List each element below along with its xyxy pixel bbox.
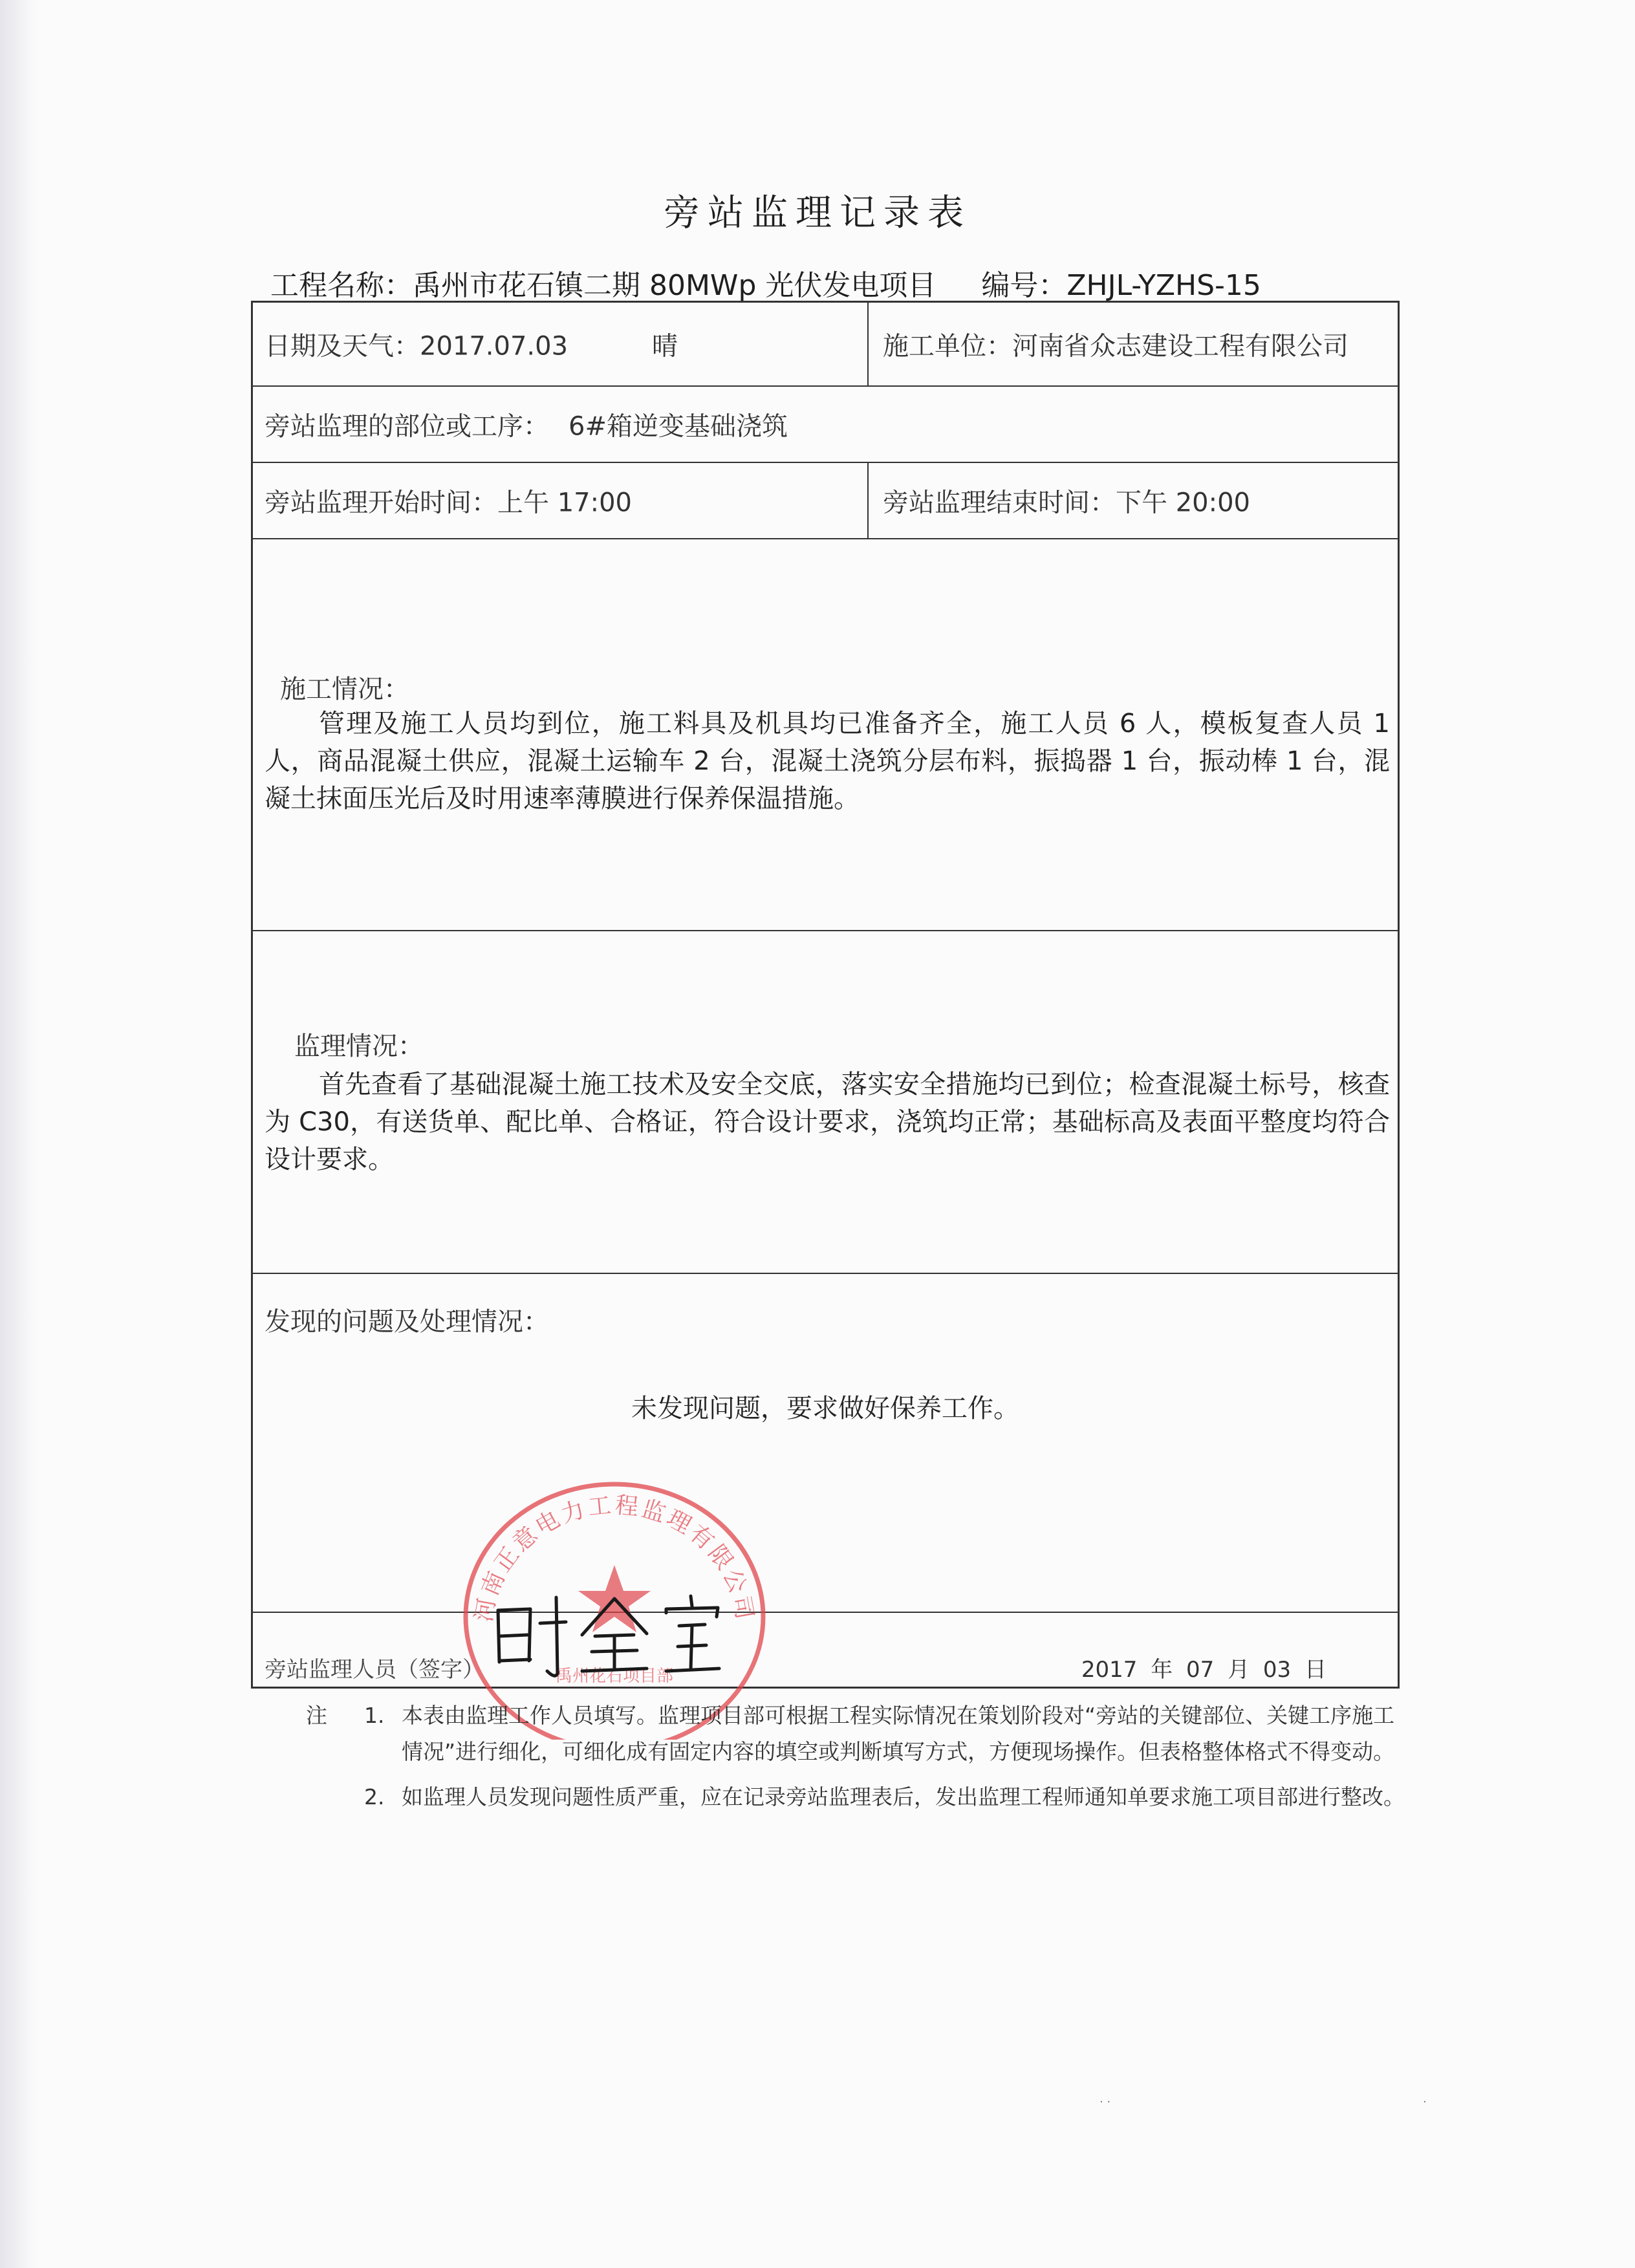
start-label: 旁站监理开始时间： (265, 488, 497, 518)
end-label: 旁站监理结束时间： (883, 488, 1116, 518)
supervision-section (253, 931, 1398, 1274)
code-label: 编号： (981, 269, 1067, 302)
note-mark: 注 (306, 1703, 327, 1728)
end-time-cell (869, 463, 1402, 538)
supervision-label: 监理情况： (294, 1031, 424, 1061)
record-form (251, 301, 1400, 1689)
note-item (306, 1698, 1409, 1770)
unit-cell (869, 303, 1402, 385)
date-value: 2017.07.03 (420, 331, 568, 362)
scan-speck: · · (1099, 2095, 1111, 2109)
scan-edge-shadow (0, 0, 39, 2268)
date-cell (253, 303, 869, 385)
start-value: 上午 17:00 (497, 488, 632, 518)
footnotes (306, 1698, 1409, 1815)
handwritten-signature (485, 1584, 731, 1681)
svg-text:河南正意电力工程监理有限公司: 河南正意电力工程监理有限公司 (470, 1492, 759, 1625)
scan-speck: · (1423, 2095, 1427, 2109)
code-value: ZHJL-YZHS-15 (1067, 269, 1261, 302)
weather-value: 晴 (652, 331, 678, 362)
part-label: 旁站监理的部位或工序： (265, 411, 549, 442)
end-value: 下午 20:00 (1116, 488, 1250, 518)
date-label: 日期及天气： (265, 331, 420, 362)
project-name: 禹州市花石镇二期 80MWp 光伏发电项目 (413, 269, 937, 302)
note-number: 1. (364, 1703, 385, 1728)
issues-section (253, 1274, 1398, 1613)
note-item (309, 1779, 1409, 1815)
note-text: 本表由监理工作人员填写。监理项目部可根据工程实际情况在策划阶段对“旁站的关键部位、关键工序施工情况”进行细化，可细化成有固定内容的填空或判断填写方式，方便现场操作。但表格整体格式不得变动。 (402, 1703, 1395, 1764)
construction-label: 施工情况： (280, 675, 409, 704)
unit-label: 施工单位： (883, 331, 1012, 362)
part-value: 6#箱逆变基础浇筑 (568, 411, 788, 442)
note-text: 如监理人员发现问题性质严重，应在记录旁站监理表后，发出监理工程师通知单要求施工项目部进行整改。 (402, 1784, 1405, 1809)
project-label: 工程名称： (270, 269, 413, 302)
document-title: 旁站监理记录表 (664, 192, 971, 234)
issues-text: 未发现问题，要求做好保养工作。 (631, 1394, 1019, 1423)
note-number: 2. (364, 1784, 385, 1809)
svg-text:禹州花石项目部: 禹州花石项目部 (555, 1667, 674, 1686)
construction-section (253, 539, 1398, 931)
project-header (270, 262, 1261, 303)
part-row (253, 387, 1398, 463)
signer-label: 旁站监理人员（签字） (265, 1657, 484, 1683)
supervision-text: 首先查看了基础混凝土施工技术及安全交底，落实安全措施均已到位；检查混凝土标号，核查为 C30，有送货单、配比单、合格证，符合设计要求，浇筑均正常；基础标高及表面平整度均符合设计要求。 (265, 1070, 1390, 1174)
part-cell (253, 387, 1398, 462)
unit-value: 河南省众志建设工程有限公司 (1012, 331, 1348, 362)
date-row (253, 303, 1398, 387)
start-time-cell (253, 463, 869, 538)
construction-text: 管理及施工人员均到位，施工料具及机具均已准备齐全，施工人员 6 人，模板复查人员 1 人，商品混凝土供应，混凝土运输车 2 台，混凝土浇筑分层布料，振捣器 1 台，振动棒 1 台，混凝土抹面压光后及时用速率薄膜进行保养保温措施。 (265, 709, 1390, 814)
signature-row (253, 1613, 1398, 1687)
sign-date: 2017 年 07 月 03 日 (1081, 1657, 1326, 1683)
issues-label: 发现的问题及处理情况： (265, 1307, 549, 1337)
time-row (253, 463, 1398, 539)
